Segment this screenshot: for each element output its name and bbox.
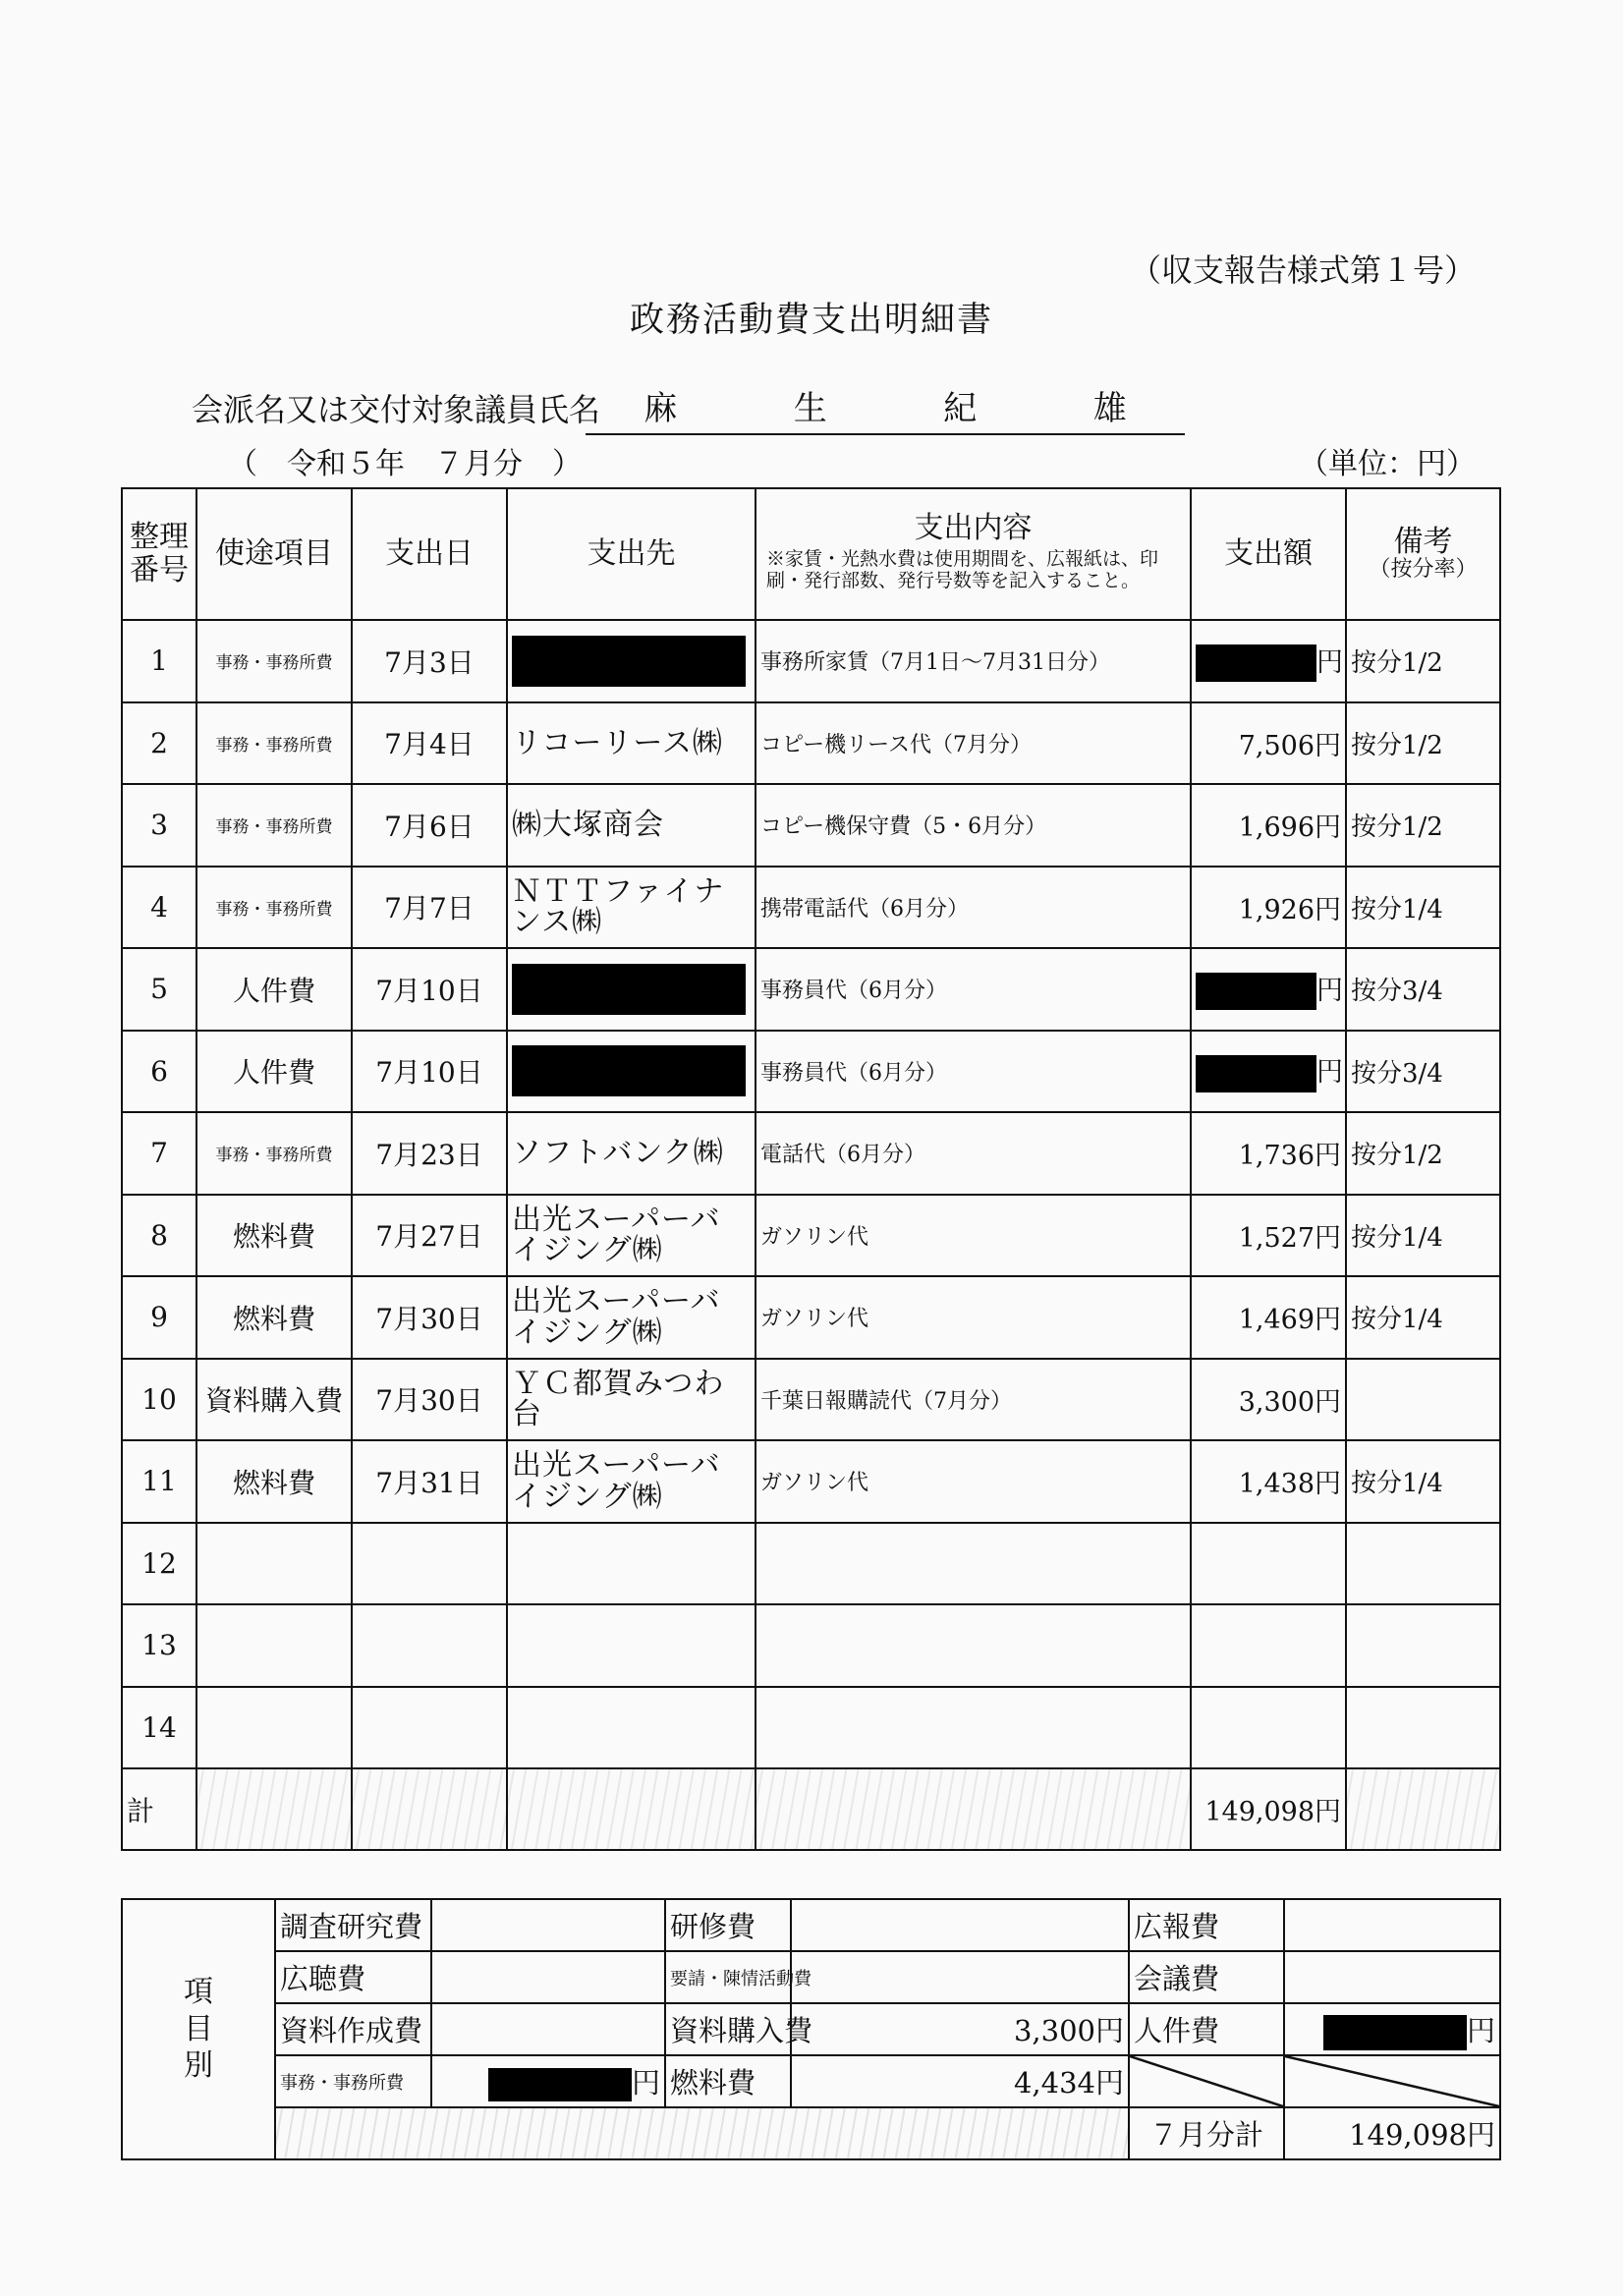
member-name bbox=[586, 381, 1185, 435]
row-purpose: 事務・事務所費 bbox=[196, 1112, 352, 1195]
total-row bbox=[122, 1768, 1500, 1850]
row-amount bbox=[1191, 1523, 1346, 1605]
row-purpose bbox=[196, 1604, 352, 1687]
header-remarks-sub: （按分率） bbox=[1369, 557, 1478, 583]
form-number: （収支報告様式第１号） bbox=[1129, 252, 1476, 289]
empty-diagonal-cell bbox=[1129, 2055, 1284, 2107]
row-number: 1 bbox=[122, 620, 196, 702]
category-material-creation-amount bbox=[431, 2003, 665, 2055]
row-payee bbox=[507, 1604, 756, 1687]
row-amount: 1,527円 bbox=[1191, 1195, 1346, 1277]
row-payee: 出光スーパーバイジング㈱ bbox=[507, 1276, 756, 1359]
category-office: 事務・事務所費 bbox=[275, 2055, 431, 2107]
category-personnel-amount: 円 bbox=[1284, 2003, 1500, 2055]
table-row bbox=[122, 784, 1500, 867]
row-number: 10 bbox=[122, 1359, 196, 1441]
row-date: 7月30日 bbox=[352, 1359, 507, 1441]
month-total-label: ７月分計 bbox=[1129, 2107, 1284, 2159]
empty-diagonal-cell bbox=[1284, 2055, 1500, 2107]
row-amount: 7,506円 bbox=[1191, 702, 1346, 785]
row-purpose: 事務・事務所費 bbox=[196, 620, 352, 702]
row-payee bbox=[507, 620, 756, 702]
row-purpose: 事務・事務所費 bbox=[196, 784, 352, 867]
row-remarks: 按分1/4 bbox=[1346, 1440, 1500, 1523]
member-name-label: 会派名又は交付対象議員氏名 bbox=[192, 391, 601, 428]
table-row bbox=[122, 620, 1500, 702]
row-payee: 出光スーパーバイジング㈱ bbox=[507, 1440, 756, 1523]
row-content: ガソリン代 bbox=[756, 1195, 1191, 1277]
row-content: 事務員代（6月分） bbox=[756, 1031, 1191, 1113]
redaction-box bbox=[1196, 973, 1316, 1010]
row-remarks: 按分1/4 bbox=[1346, 1195, 1500, 1277]
redaction-box bbox=[1196, 1055, 1316, 1092]
category-meeting-amount bbox=[1284, 1951, 1500, 2003]
row-purpose bbox=[196, 1523, 352, 1605]
row-remarks: 按分1/2 bbox=[1346, 1112, 1500, 1195]
category-fuel-amount: 4,434円 bbox=[791, 2055, 1129, 2107]
row-content: 事務員代（6月分） bbox=[756, 948, 1191, 1031]
table-row bbox=[122, 867, 1500, 949]
category-office-amount: 円 bbox=[431, 2055, 665, 2107]
table-header-row bbox=[122, 488, 1500, 620]
row-amount: 1,736円 bbox=[1191, 1112, 1346, 1195]
category-material-creation: 資料作成費 bbox=[275, 2003, 431, 2055]
row-date bbox=[352, 1523, 507, 1605]
row-remarks: 按分1/4 bbox=[1346, 1276, 1500, 1359]
category-personnel: 人件費 bbox=[1129, 2003, 1284, 2055]
table-row bbox=[122, 948, 1500, 1031]
row-content: コピー機保守費（5・6月分） bbox=[756, 784, 1191, 867]
row-amount bbox=[1191, 1687, 1346, 1769]
row-content: ガソリン代 bbox=[756, 1440, 1191, 1523]
row-content: 千葉日報購読代（7月分） bbox=[756, 1359, 1191, 1441]
redaction-box bbox=[1196, 644, 1316, 682]
row-remarks: 按分1/4 bbox=[1346, 867, 1500, 949]
unit-label: （単位：円） bbox=[1299, 447, 1476, 481]
table-row bbox=[122, 1112, 1500, 1195]
row-date: 7月10日 bbox=[352, 948, 507, 1031]
row-purpose: 事務・事務所費 bbox=[196, 867, 352, 949]
row-remarks: 按分3/4 bbox=[1346, 1031, 1500, 1113]
header-purpose: 使途項目 bbox=[196, 488, 352, 620]
category-side-label: 項目別 bbox=[122, 1899, 275, 2159]
row-content: コピー機リース代（7月分） bbox=[756, 702, 1191, 785]
redaction-box bbox=[512, 636, 746, 687]
category-research: 調査研究費 bbox=[275, 1899, 431, 1951]
row-number: 6 bbox=[122, 1031, 196, 1113]
row-number: 2 bbox=[122, 702, 196, 785]
row-number: 14 bbox=[122, 1687, 196, 1769]
row-content: 携帯電話代（6月分） bbox=[756, 867, 1191, 949]
document-title: 政務活動費支出明細書 bbox=[629, 301, 993, 340]
row-date bbox=[352, 1604, 507, 1687]
table-row bbox=[122, 1359, 1500, 1441]
row-payee: ㈱大塚商会 bbox=[507, 784, 756, 867]
row-remarks: 按分1/2 bbox=[1346, 620, 1500, 702]
header-amount: 支出額 bbox=[1191, 488, 1346, 620]
row-content: 電話代（6月分） bbox=[756, 1112, 1191, 1195]
row-date: 7月31日 bbox=[352, 1440, 507, 1523]
row-date: 7月27日 bbox=[352, 1195, 507, 1277]
content-note: ※家賃・光熱水費は使用期間を、広報紙は、印刷・発行部数、発行号数等を記入すること。 bbox=[766, 547, 1159, 591]
row-amount: 1,438円 bbox=[1191, 1440, 1346, 1523]
row-date: 7月7日 bbox=[352, 867, 507, 949]
row-remarks: 按分1/2 bbox=[1346, 702, 1500, 785]
row-number: 13 bbox=[122, 1604, 196, 1687]
row-purpose: 燃料費 bbox=[196, 1195, 352, 1277]
row-payee bbox=[507, 1523, 756, 1605]
row-amount: 円 bbox=[1191, 1031, 1346, 1113]
row-payee: リコーリース㈱ bbox=[507, 702, 756, 785]
table-row bbox=[122, 1523, 1500, 1605]
redaction-box bbox=[512, 964, 746, 1015]
header-content: 支出内容 ※家賃・光熱水費は使用期間を、広報紙は、印刷・発行部数、発行号数等を記入すること。 bbox=[756, 488, 1191, 620]
total-label: 計 bbox=[122, 1768, 196, 1850]
row-content: ガソリン代 bbox=[756, 1276, 1191, 1359]
redaction-box bbox=[1323, 2015, 1467, 2050]
row-payee bbox=[507, 948, 756, 1031]
row-content bbox=[756, 1687, 1191, 1769]
category-material-purchase-amount: 3,300円 bbox=[791, 2003, 1129, 2055]
expenditure-table bbox=[121, 487, 1501, 1851]
row-number: 4 bbox=[122, 867, 196, 949]
row-purpose: 事務・事務所費 bbox=[196, 702, 352, 785]
row-content bbox=[756, 1604, 1191, 1687]
category-fuel: 燃料費 bbox=[665, 2055, 791, 2107]
row-payee bbox=[507, 1687, 756, 1769]
table-row bbox=[122, 1604, 1500, 1687]
table-row bbox=[122, 702, 1500, 785]
row-amount: 3,300円 bbox=[1191, 1359, 1346, 1441]
row-date: 7月23日 bbox=[352, 1112, 507, 1195]
category-hearing-amount bbox=[431, 1951, 665, 2003]
row-payee: ＹＣ都賀みつわ台 bbox=[507, 1359, 756, 1441]
row-amount: 1,469円 bbox=[1191, 1276, 1346, 1359]
category-pr-amount bbox=[1284, 1899, 1500, 1951]
redaction-box bbox=[488, 2068, 632, 2101]
category-hearing: 広聴費 bbox=[275, 1951, 431, 2003]
category-petition: 要請・陳情活動費 bbox=[665, 1951, 791, 2003]
redaction-box bbox=[512, 1045, 746, 1096]
row-payee bbox=[507, 1031, 756, 1113]
row-number: 11 bbox=[122, 1440, 196, 1523]
category-training: 研修費 bbox=[665, 1899, 791, 1951]
category-training-amount bbox=[791, 1899, 1129, 1951]
row-purpose: 資料購入費 bbox=[196, 1359, 352, 1441]
header-no: 整理番号 bbox=[122, 488, 196, 620]
row-amount bbox=[1191, 1604, 1346, 1687]
row-amount: 1,696円 bbox=[1191, 784, 1346, 867]
table-row bbox=[122, 1687, 1500, 1769]
category-summary-table bbox=[121, 1898, 1501, 2160]
category-research-amount bbox=[431, 1899, 665, 1951]
row-date: 7月4日 bbox=[352, 702, 507, 785]
row-number: 8 bbox=[122, 1195, 196, 1277]
category-material-purchase: 資料購入費 bbox=[665, 2003, 791, 2055]
row-date: 7月10日 bbox=[352, 1031, 507, 1113]
row-remarks bbox=[1346, 1359, 1500, 1441]
row-remarks: 按分1/2 bbox=[1346, 784, 1500, 867]
month-total-amount: 149,098円 bbox=[1284, 2107, 1500, 2159]
row-remarks bbox=[1346, 1604, 1500, 1687]
row-number: 3 bbox=[122, 784, 196, 867]
row-date: 7月6日 bbox=[352, 784, 507, 867]
row-payee: ソフトバンク㈱ bbox=[507, 1112, 756, 1195]
row-date bbox=[352, 1687, 507, 1769]
row-date: 7月3日 bbox=[352, 620, 507, 702]
row-payee: 出光スーパーバイジング㈱ bbox=[507, 1195, 756, 1277]
row-amount: 円 bbox=[1191, 948, 1346, 1031]
row-number: 12 bbox=[122, 1523, 196, 1605]
table-row bbox=[122, 1276, 1500, 1359]
table-row bbox=[122, 1440, 1500, 1523]
table-row bbox=[122, 1031, 1500, 1113]
header-payee: 支出先 bbox=[507, 488, 756, 620]
row-amount: 1,926円 bbox=[1191, 867, 1346, 949]
row-number: 5 bbox=[122, 948, 196, 1031]
member-name-char: 雄 bbox=[1092, 389, 1127, 428]
row-purpose bbox=[196, 1687, 352, 1769]
total-amount: 149,098円 bbox=[1191, 1768, 1346, 1850]
report-period: （ 令和５年 ７月分 ） bbox=[228, 447, 582, 481]
row-amount: 円 bbox=[1191, 620, 1346, 702]
row-purpose: 人件費 bbox=[196, 948, 352, 1031]
row-purpose: 燃料費 bbox=[196, 1440, 352, 1523]
member-name-char: 紀 bbox=[943, 389, 978, 428]
category-meeting: 会議費 bbox=[1129, 1951, 1284, 2003]
row-remarks bbox=[1346, 1523, 1500, 1605]
row-date: 7月30日 bbox=[352, 1276, 507, 1359]
header-date: 支出日 bbox=[352, 488, 507, 620]
row-number: 7 bbox=[122, 1112, 196, 1195]
row-purpose: 燃料費 bbox=[196, 1276, 352, 1359]
row-purpose: 人件費 bbox=[196, 1031, 352, 1113]
category-petition-amount bbox=[791, 1951, 1129, 2003]
row-number: 9 bbox=[122, 1276, 196, 1359]
row-payee: ＮＴＴファイナンス㈱ bbox=[507, 867, 756, 949]
row-remarks bbox=[1346, 1687, 1500, 1769]
row-content bbox=[756, 1523, 1191, 1605]
category-pr: 広報費 bbox=[1129, 1899, 1284, 1951]
row-remarks: 按分3/4 bbox=[1346, 948, 1500, 1031]
table-row bbox=[122, 1195, 1500, 1277]
row-content: 事務所家賃（7月1日～7月31日分） bbox=[756, 620, 1191, 702]
member-name-char: 麻 bbox=[644, 389, 678, 428]
header-remarks: 備考 （按分率） bbox=[1346, 488, 1500, 620]
member-name-char: 生 bbox=[793, 389, 827, 428]
